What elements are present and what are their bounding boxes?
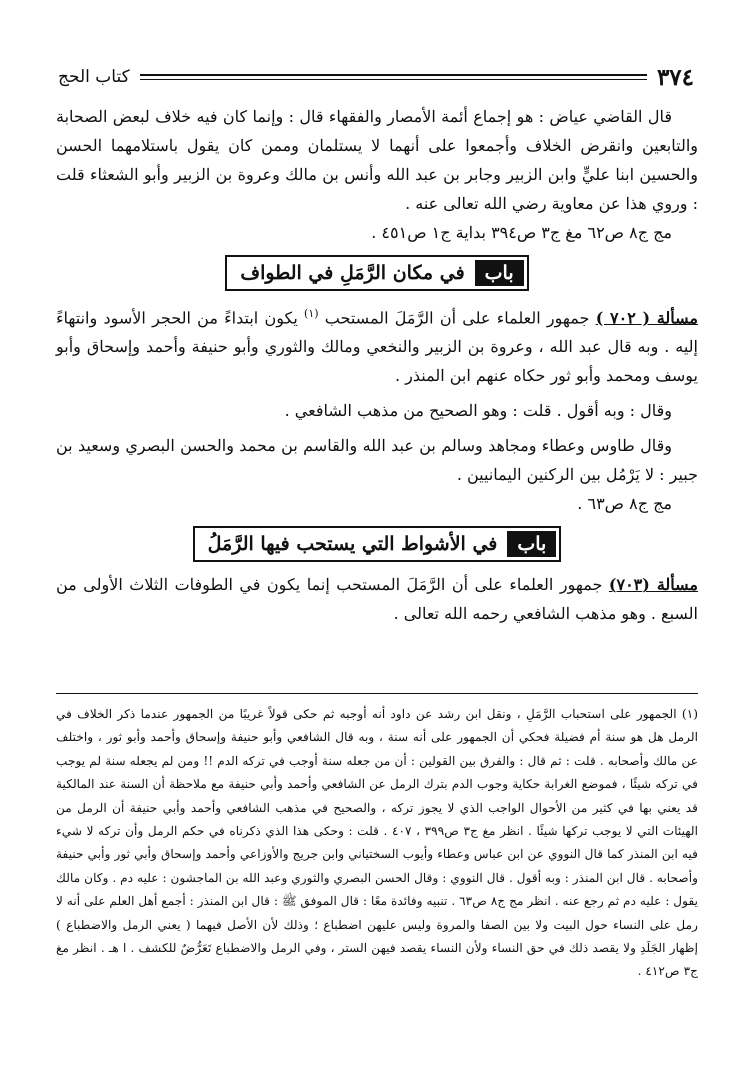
footnote-separator <box>56 693 698 694</box>
main-text <box>56 102 698 628</box>
masala-702-text-cont: يكون ابتداءً من الحجر الأسود وانتهاءً إليه . وبه قال عبد الله ، وعروة بن الزبير والنخعي ومالك والثوري وأبو حنيفة وأحمد وإسحاق وأبو يوسف ومحمد وأبو ثور حكاه عنهم ابن المنذر . <box>56 308 698 386</box>
masala-703 <box>56 570 698 628</box>
running-title: كتاب الحج <box>58 67 130 87</box>
section1-reference: مج ج٨ ص٦٣ . <box>577 494 672 514</box>
section1-paragraph-2: وقال : وبه أقول . قلت : وهو الصحيح من مذهب الشافعي . <box>284 401 672 421</box>
section2-title: في الأشواط التي يستحب فيها الرَّمَلُ <box>207 533 498 556</box>
masala-703-label: مسألة (٧٠٣) <box>608 575 699 595</box>
page-header <box>58 62 694 92</box>
masala-703-text: جمهور العلماء على أن الرَّمَلَ المستحب إنما يكون في الطوفات الثلاث الأولى من السبع . وهو مذهب الشافعي رحمه الله تعالى . <box>56 575 698 624</box>
intro-paragraph: قال القاضي عياض : هو إجماع أئمة الأمصار والفقهاء قال : وإنما كان فيه خلاف لبعض الصحابة والتابعين وانقرض الخلاف وأجمعوا على أنهما لا يستلمان وممن كان يقول باستلامهما الحسن والحسين ابنا عليٍّ وابن الزبير وجابر بن عبد الله وأنس بن مالك وعروة بن الزبير وأبو الشعثاء قلت : وروي هذا عن معاوية رضي الله تعالى عنه . <box>56 107 698 213</box>
footnote-1: (١) الجمهور على استحباب الرَّمَلِ ، ونقل ابن رشد عن داود أنه أوجبه ثم حكى قولاً غريبًا من الجمهور عندما ذكر الخلاف في الرمل هل هو سنة أم فضيلة فحكي أن الجمهور على أنه سنة ، وبه قال الشافعي وأبو حنيفة وإسحاق وأحمد وأبو ثور ، واختلف عن مالك وأصحابه . قلت : ثم قال : والفرق بين القولين : أن من جعله سنة أوجب في تركه الدم !! ومن لم يجعله سنة لم يوجب في تركه شيئًا ، فموضع الغرابة حكاية وجوب الدم بترك الرمل عن الشافعي وأحمد وأبي حنيفة مع ملاحظة أن السنة عند المالكية قد يعني بها في كثير من الأحوال الواجب الذي لا يجوز تركه ، والصحيح في مذهب الشافعي وأحمد وأبي حنيفة أن الرمل من الهيئات التي لا يوجب تركها شيئًا . انظر مغ ج٣ ص٣٩٩ ، ٤٠٧ . قلت : وحكى هذا الذي ذكرناه في حكم الرمل وأن تركه لا شيء فيه ابن المنذر كما قال النووي عن ابن عباس وعطاء وأيوب السختياني وابن جريج والأوزاعي وأحمد وإسحاق وأبي ثور وأبي حنيفة وأصحابه . قال ابن المنذر : وبه أقول . قال النووي : وقال الحسن البصري والثوري وعبد الله بن الماجشون : عليه دم . وكان مالك يقول : عليه دم ثم رجع عنه . انظر مج ج٨ ص٦٣ . تنبيه وفائدة معًا : قال الموفق ﷺ : قال ابن المنذر : أجمع أهل العلم على أنه لا رمل على النساء حول البيت ولا بين الصفا والمروة وليس عليهن اضطباع ؛ وذلك لأن الأصل فيهما ( يعني الرمل والاضطباع ) إظهار الجَلَدِ ولا يقصد ذلك في حق النساء ولأن النساء يقصد فيهن الستر ، وفي الرمل والاضطباع تَعَرُّضٌ للكشف . ا هـ . انظر مغ ج٣ ص٤١٢ . <box>56 707 699 979</box>
section2-bab-label: باب <box>507 531 556 557</box>
section2-heading <box>56 526 698 562</box>
section2-heading-box <box>193 526 562 562</box>
section1-title: في مكان الرَّمَلِ في الطواف <box>240 262 465 284</box>
section1-heading <box>56 255 698 291</box>
footnote-marker: (١) <box>304 307 319 320</box>
masala-702-text: جمهور العلماء على أن الرَّمَلَ المستحب <box>324 308 590 328</box>
masala-702-label: مسألة ( ٧٠٢ ) <box>595 308 698 328</box>
section1-heading-box <box>225 255 528 291</box>
page-number: ٣٧٤ <box>656 63 694 91</box>
header-rule <box>140 74 647 80</box>
intro-reference: مج ج٨ ص٦٢ مغ ج٣ ص٣٩٤ بداية ج١ ص٤٥١ . <box>371 223 672 242</box>
section1-bab-label: باب <box>475 260 524 286</box>
section1-paragraph-3: وقال طاوس وعطاء ومجاهد وسالم بن عبد الله والقاسم بن محمد والحسن البصري وسعيد بن جبير : لا يَرْمُل بين الركنين اليمانيين . <box>56 436 698 485</box>
masala-702 <box>56 299 698 390</box>
